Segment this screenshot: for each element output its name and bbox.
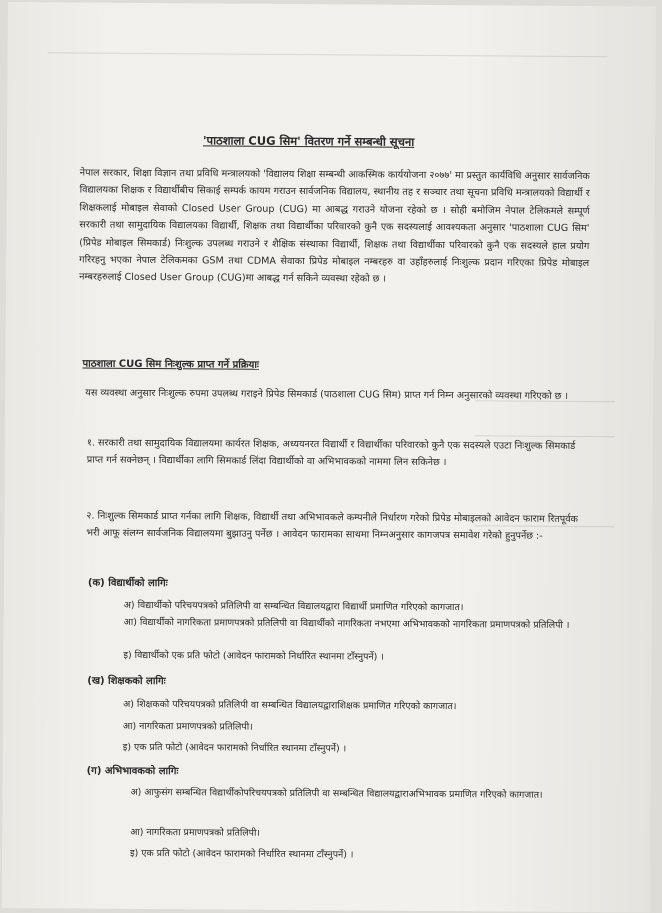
guardians-item: अ) आफुसंग सम्बन्धित विद्यार्थीकोपरिचयपत्रको प्रतिलिपी वा सम्बन्धित विद्यालयद्वाराअभिभावक प्रमाणित गरिएको कागजात। [130,786,543,801]
teachers-heading: (ख) शिक्षकको लागिः [87,675,166,688]
students-item: अ) विद्यार्थीको परिचयपत्रको प्रतिलिपी वा सम्बन्धित विद्यालयद्वारा विद्यार्थी प्रमाणित गरिएको कागजात। [123,599,464,614]
point-two-paragraph: २. निःशुल्क सिमकार्ड प्राप्त गर्नका लागि शिक्षक, विद्यार्थी तथा अभिभावकले कम्पनीले निर्धारण गरेको प्रिपेड मोबाइलको आवेदन फाराम रितपूर्वक भरी आफू संलग्न सार्वजनिक विद्यालयमा बुझाउनु पर्नेछ । आवेदन फारामका साथमा निम्नअनुसार कागजपत्र समावेश गरेको हुनुपर्नेछ :- [86,510,578,543]
teachers-item: इ) एक प्रति फोटो (आवेदन फारामको निर्धारित स्थानमा टाँस्नुपर्ने) । [122,741,347,755]
students-item: आ) विद्यार्थीको नागरिकता प्रमाणपत्रको प्रतिलिपी वा विद्यार्थीको नागरिकता नभएमा अभिभावकको नागरिकता प्रमाणपत्रको प्रतिलिपी । [123,616,570,631]
teachers-item: आ) नागरिकता प्रमाणपत्रको प्रतिलिपी। [122,720,253,733]
guardians-item: आ) नागरिकता प्रमाणपत्रको प्रतिलिपी। [130,826,261,839]
point-one-paragraph: १. सरकारी तथा सामुदायिक विद्यालयमा कार्यरत शिक्षक, अध्ययनरत विद्यार्थी र विद्यार्थीका परिवारको कुनै एक सदस्यले एउटा निःशुल्क सिमकार्ड प्राप्त गर्न सक्नेछन् । विद्यार्थीका लागि सिमकार्ड लिंदा विद्यार्थीको वा अभिभावकको नाममा लिन सकिनेछ । [86,437,576,469]
students-heading: (क) विद्यार्थीको लागिः [87,577,168,590]
notice-title: 'पाठशाला CUG सिम' वितरण गर्ने सम्बन्धी सूचना [202,133,415,149]
process-intro-paragraph: यस व्यवस्था अनुसार निःशुल्क रुपमा उपलब्ध गराइने प्रिपेड सिमकार्ड (पाठशाला CUG सिम) प्राप्त गर्न निम्न अनुसारको व्यवस्था गरिएको छ । [85,387,569,402]
document-page [2,2,656,913]
intro-paragraph: नेपाल सरकार, शिक्षा विज्ञान तथा प्रविधि मन्त्रालयको 'विद्यालय शिक्षा सम्बन्धी आकस्मिक कार्ययोजना २०७७' मा प्रस्तुत कार्यविधि अनुसार सार्वजनिक विद्यालयका शिक्षक र विद्यार्थीबीच सिकाई सम्पर्क कायम गराउन सार्वजनिक विद्यालय, स्थानीय तह र सञ्चार तथा सूचना प्रविधि मन्त्रालयको विद्यार्थी र शिक्षकलाई मोबाइल सेवाको Closed User Group (CUG) मा आबद्ध गराउने योजना रहेको छ । सोही बमोजिम नेपाल टेलिकमले सम्पूर्ण सरकारी तथा सामुदायिक विद्यालयका विद्यार्थी, शिक्षक तथा विद्यार्थीका परिवारको कुनै एक सदस्यलाई आवश्यकता अनुसार 'पाठशाला CUG सिम' (प्रिपेड मोबाइल सिमकार्ड) निःशुल्क उपलब्ध गराउने र शैक्षिक संस्थाका विद्यार्थी, शिक्षक तथा विद्यार्थीका परिवारको कुनै एक सदस्यले हाल प्रयोग गरिरहनु भएका नेपाल टेलिकमका GSM तथा CDMA सेवाका प्रिपेड मोबाइल नम्बरहरु वा उहाँहरुलाई निःशुल्क प्रदान गरिएका प्रिपेड मोबाइल नम्बरहरुलाई Closed User Group (CUG)मा आबद्ध गर्न सकिने व्यवस्था रहेको छ । [79,167,590,286]
students-item: इ) विद्यार्थीको एक प्रति फोटो (आवेदन फारामको निर्धारित स्थानमा टाँस्नुपर्ने) । [123,649,384,663]
teachers-item: अ) शिक्षकको परिचयपत्रको प्रतिलिपी वा सम्बन्धित विद्यालयद्वाराशिक्षक प्रमाणित गरिएको कागजात। [123,698,457,713]
bleed-through-line [48,52,608,57]
guardians-item: इ) एक प्रति फोटो (आवेदन फारामको निर्धारित स्थानमा टाँस्नुपर्ने) । [130,847,354,861]
guardians-heading: (ग) अभिभावकको लागिः [86,765,179,778]
process-heading: पाठशाला CUG सिम निःशुल्क प्राप्त गर्ने प्रक्रियाः [82,358,260,371]
